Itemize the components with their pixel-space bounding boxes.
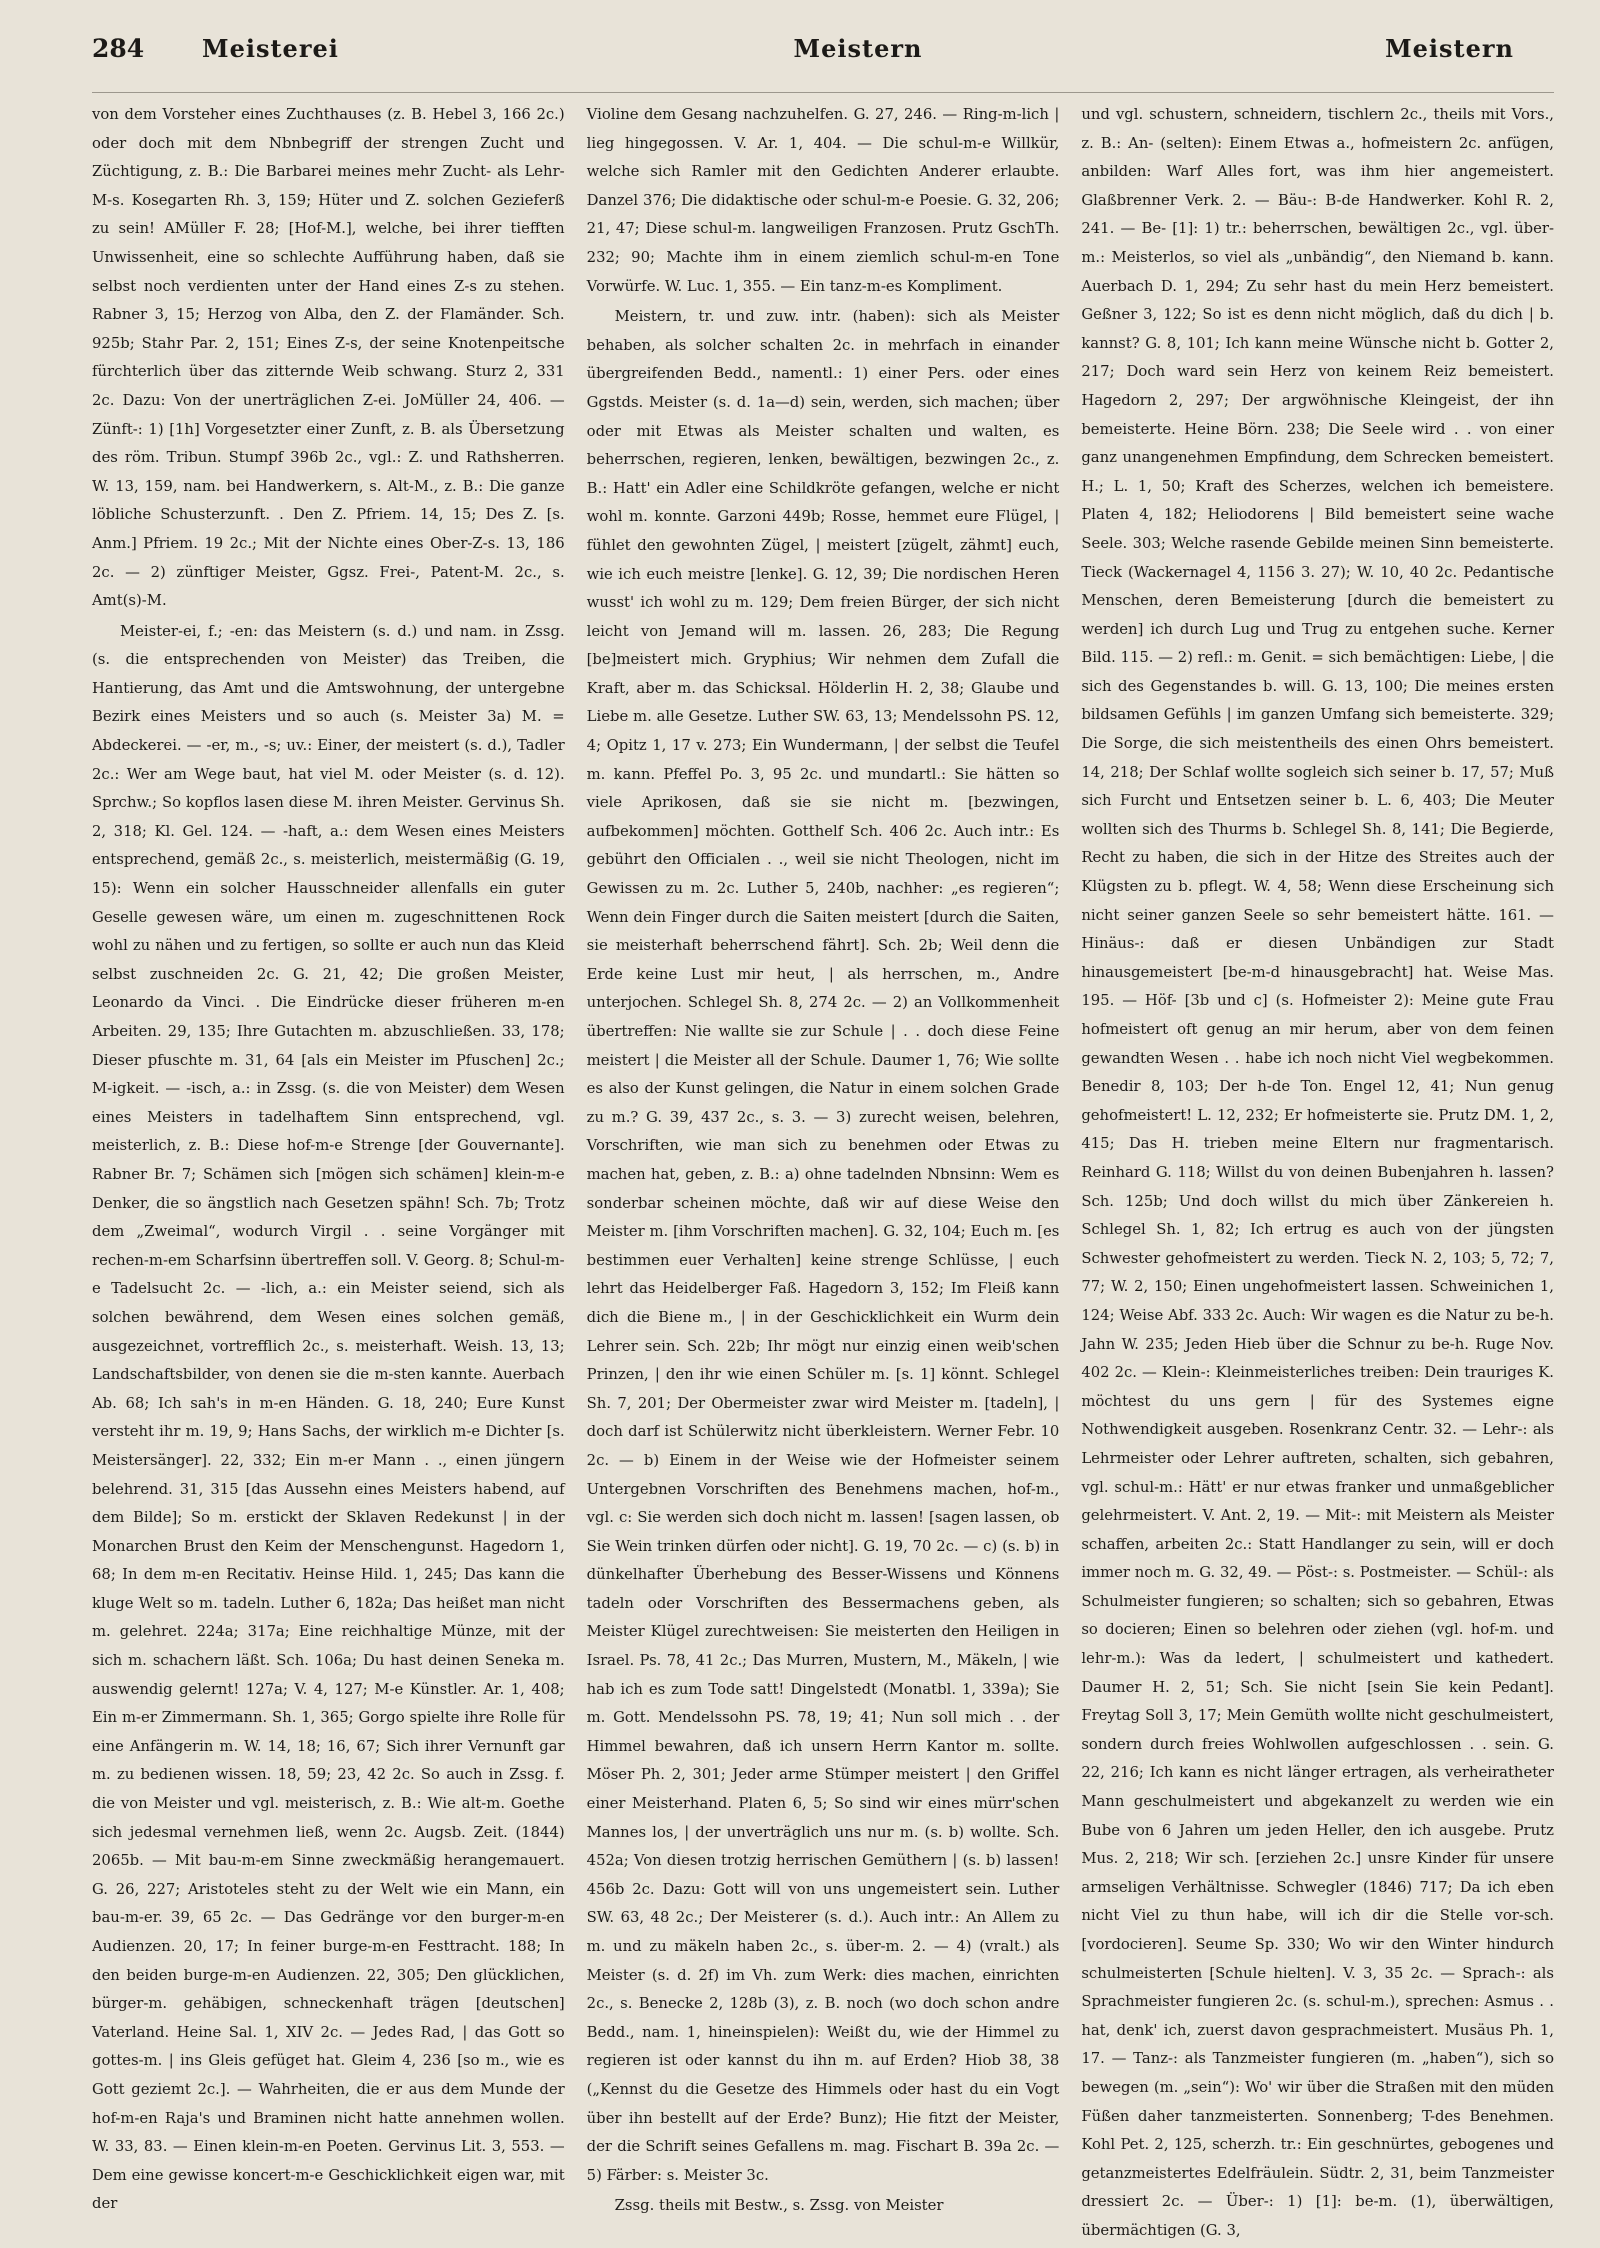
text-columns bbox=[92, 101, 1554, 2239]
running-head-center: Meistern bbox=[793, 34, 923, 63]
entry-meistern-compounds-continued: und vgl. schustern, schneidern, tischlern 2c., theils mit Vors., z. B.: An- (selten): Einem Etwas a., hofmeistern 2c. anfügen, anbilden: Warf Alles fort, was ihm hier angemeistert. Glaßbrenner Verk. 2. — Bäu-: B-de Handwerker. Kohl R. 2, 241. — Be- [1]: 1) tr.: beherrschen, bewältigen 2c., vgl. über-m.: Meisterlos, so viel als „unbändig“, den Niemand b. kann. Auerbach D. 1, 294; Zu sehr hast du mein Herz bemeistert. Geßner 3, 122; So ist es denn nicht möglich, daß du dich | b. kannst? G. 8, 101; Ich kann meine Wünsche nicht b. Gotter 2, 217; Doch ward sein Herz von keinem Reiz bemeistert. Hagedorn 2, 297; Der argwöhnische Kleingeist, der ihn bemeisterte. Heine Börn. 238; Die Seele wird . . von einer ganz unangenehmen Empfindung, dem Schrecken bemeistert. H.; L. 1, 50; Kraft des Scherzes, welchen ich bemeistere. Platen 4, 182; Heliodorens | Bild bemeistert seine wache Seele. 303; Welche rasende Gebilde meinen Sinn bemeisterte. Tieck (Wackernagel 4, 1156 3. 27); W. 10, 40 2c. Pedantische Menschen, deren Bemeisterung [durch die bemeistert zu werden] ich durch Lug und Trug zu entgehen suche. Kerner Bild. 115. — 2) refl.: m. Genit. = sich bemächtigen: Liebe, | die sich des Gegenstandes b. will. G. 13, 100; Die meines ersten bildsamen Gefühls | im ganzen Umfang sich bemeisterte. 329; Die Sorge, die sich meistentheils des einen Ohrs bemeistert. 14, 218; Der Schlaf wollte sogleich sich seiner b. 17, 57; Muß sich Furcht und Entsetzen seiner b. L. 6, 403; Die Meuter wollten sich des Thurms b. Schlegel Sh. 8, 141; Die Begierde, Recht zu haben, die sich in der Hitze des Streites auch der Klügsten zu b. pflegt. W. 4, 58; Wenn diese Erscheinung sich nicht seiner ganzen Seele so sehr bemeistert hätte. 161. — Hinäus-: daß er diesen Unbändigen zur Stadt hinausgemeistert [be-m-d hinausgebracht] hat. Weise Mas. 195. — Höf- [3b und c] (s. Hofmeister 2): Meine gute Frau hofmeistert oft genug an mir herum, aber von dem feinen gewandten Wesen . . habe ich noch nicht Viel wegbekommen. Benedir 8, 103; Der h-de Ton. Engel 12, 41; Nun genug gehofmeistert! L. 12, 232; Er hofmeisterte sie. Prutz DM. 1, 2, 415; Das H. trieben meine Eltern nur fragmentarisch. Reinhard G. 118; Willst du von deinen Bubenjahren h. lassen? Sch. 125b; Und doch willst du mich über Zänkereien h. Schlegel Sh. 1, 82; Ich ertrug es auch von der jüngsten Schwester gehofmeistert zu werden. Tieck N. 2, 103; 5, 72; 7, 77; W. 2, 150; Einen ungehofmeistert lassen. Schweinichen 1, 124; Weise Abf. 333 2c. Auch: Wir wagen es die Natur zu be-h. Jahn W. 235; Jeden Hieb über die Schnur zu be-h. Ruge Nov. 402 2c. — Klein-: Kleinmeisterliches treiben: Dein trauriges K. möchtest du uns gern | für des Systemes eigne Nothwendigkeit ausgeben. Rosenkranz Centr. 32. — Lehr-: als Lehrmeister oder Lehrer auftreten, schalten, sich gebahren, vgl. schul-m.: Hätt' er nur etwas franker und unmaßgeblicher gelehrmeistert. V. Ant. 2, 19. — Mit-: mit Meistern als Meister schaffen, arbeiten 2c.: Statt Handlanger zu sein, will er doch immer noch m. G. 32, 49. — Pöst-: s. Postmeister. — Schül-: als Schulmeister fungieren; so schalten; sich so gebahren, Etwas so docieren; Einen so belehren oder ziehen (vgl. hof-m. und lehr-m.): Was da ledert, | schulmeistert und kathedert. Daumer H. 2, 51; Sch. Sie nicht [sein Sie kein Pedant]. Freytag Soll 3, 17; Mein Gemüth wollte nicht geschulmeistert, sondern durch freies Wohlwollen aufgeschlossen . . sein. G. 22, 216; Ich kann es nicht länger ertragen, als verheiratheter Mann geschulmeistert und abgekanzelt zu werden wie ein Bube von 6 Jahren um jeden Heller, den ich ausgebe. Prutz Mus. 2, 218; Wir sch. [erziehen 2c.] unsre Kinder für unsere armseligen Verhältnisse. Schwegler (1846) 717; Da ich eben nicht Viel zu thun habe, will ich dir die Stelle vor-sch. [vordocieren]. Seume Sp. 330; Wo wir den Winter hindurch schulmeisterten [Schule hielten]. V. 3, 35 2c. — Sprach-: als Sprachmeister fungieren 2c. (s. schul-m.), sprechen: Asmus . . hat, denk' ich, zuerst davon gesprachmeistert. Musäus Ph. 1, 17. — Tanz-: als Tanzmeister fungieren (m. „haben“), sich so bewegen (m. „sein“): Wo' wir über die Straßen mit den müden Füßen daher tanzmeisterten. Sonnenberg; T-des Benehmen. Kohl Pet. 2, 125, scherzh. tr.: Ein geschnürtes, gebogenes und getanzmeistertes Edelfräulein. Südtr. 2, 31, beim Tanzmeister dressiert 2c. — Über-: 1) [1]: be-m. (1), überwältigen, übermächtigen (G. 3, bbox=[1081, 106, 1554, 2239]
running-head bbox=[92, 34, 1554, 93]
column-right bbox=[1081, 101, 1554, 2248]
entry-meistern: Meistern, tr. und zuw. intr. (haben): sich als Meister behaben, als solcher schalten 2c. in mehrfach in einander übergreifenden Bedd., namentl.: 1) einer Pers. oder eines Ggstds. Meister (s. d. 1a—d) sein, werden, sich machen; über oder mit Etwas als Meister schalten und walten, es beherrschen, regieren, lenken, bewältigen, bezwingen 2c., z. B.: Hatt' ein Adler eine Schildkröte gefangen, welche er nicht wohl m. konnte. Garzoni 449b; Rosse, hemmet eure Flügel, | fühlet den gewohnten Zügel, | meistert [zügelt, zähmt] euch, wie ich euch meistre [lenke]. G. 12, 39; Die nordischen Heren wusst' ich wohl zu m. 129; Dem freien Bürger, der sich nicht leicht von Jemand will m. lassen. 26, 283; Die Regung [be]meistert mich. Gryphius; Wir nehmen dem Zufall die Kraft, aber m. das Schicksal. Hölderlin H. 2, 38; Glaube und Liebe m. alle Gesetze. Luther SW. 63, 13; Mendelssohn PS. 12, 4; Opitz 1, 17 v. 273; Ein Wundermann, | der selbst die Teufel m. kann. Pfeffel Po. 3, 95 2c. und mundartl.: Sie hätten so viele Aprikosen, daß sie sie nicht m. [bezwingen, aufbekommen] möchten. Gotthelf Sch. 406 2c. Auch intr.: Es gebührt den Officialen . ., weil sie nicht Theologen, nicht im Gewissen zu m. 2c. Luther 5, 240b, nachher: „es regieren“; Wenn dein Finger durch die Saiten meistert [durch die Saiten, sie meisterhaft beherrschend fährt]. Sch. 2b; Weil denn die Erde keine Lust mir heut, | als herrschen, m., Andre unterjochen. Schlegel Sh. 8, 274 2c. — 2) an Vollkommenheit übertreffen: Nie wallte sie zur Schule | . . doch diese Feine meistert | die Meister all der Schule. Daumer 1, 76; Wie sollte es also der Kunst gelingen, die Natur in einem solchen Grade zu m.? G. 39, 437 2c., s. 3. — 3) zurecht weisen, belehren, Vorschriften, wie man sich zu benehmen oder Etwas zu machen hat, geben, z. B.: a) ohne tadelnden Nbnsinn: Wem es sonderbar scheinen möchte, daß wir auf diese Weise den Meister m. [ihm Vorschriften machen]. G. 32, 104; Euch m. [es bestimmen euer Verhalten] keine strenge Schlüsse, | euch lehrt das Heidelberger Faß. Hagedorn 3, 152; Im Fleiß kann dich die Biene m., | in der Geschicklichkeit ein Wurm dein Lehrer sein. Sch. 22b; Ihr mögt nur einzig einen weib'schen Prinzen, | den ihr wie einen Schüler m. [s. 1] könnt. Schlegel Sh. 7, 201; Der Obermeister zwar wird Meister m. [tadeln], | doch darf ist Schülerwitz nicht überkleistern. Werner Febr. 10 2c. — b) Einem in der Weise wie der Hofmeister seinem Untergebnen Vorschriften des Benehmens machen, hof-m., vgl. c: Sie werden sich doch nicht m. lassen! [sagen lassen, ob Sie Wein trinken dürfen oder nicht]. G. 19, 70 2c. — c) (s. b) in dünkelhafter Überhebung des Besser-Wissens und Könnens tadeln oder Vorschriften des Bessermachens geben, als Meister Klügel zurechtweisen: Sie meisterten den Heiligen in Israel. Ps. 78, 41 2c.; Das Murren, Mustern, M., Mäkeln, | wie hab ich es zum Tode satt! Dingelstedt (Monatbl. 1, 339a); Sie m. Gott. Mendelssohn PS. 78, 19; 41; Nun soll mich . . der Himmel bewahren, daß ich unsern Herrn Kantor m. sollte. Möser Ph. 2, 301; Jeder arme Stümper meistert | den Griffel einer Meisterhand. Platen 6, 5; So sind wir eines mürr'schen Mannes los, | der unverträglich uns nur m. (s. b) wollte. Sch. 452a; Von diesen trotzig herrischen Gemüthern | (s. b) lassen! 456b 2c. Dazu: Gott will von uns ungemeistert sein. Luther SW. 63, 48 2c.; Der Meisterer (s. d.). Auch intr.: An Allem zu m. und zu mäkeln haben 2c., s. über-m. 2. — 4) (vralt.) als Meister (s. d. 2f) im Vh. zum Werk: dies machen, einrichten 2c., s. Benecke 2, 128b (3), z. B. noch (wo doch schon andre Bedd., nam. 1, hineinspielen): Weißt du, wie der Himmel zu regieren ist oder kannst du ihn m. auf Erden? Hiob 38, 38 („Kennst du die Gesetze des Himmels oder hast du ein Vogt über ihn bestellt auf der Erde? Bunz); Hie fitzt der Meister, der die Schrift seines Gefallens m. mag. Fischart B. 39a 2c. — 5) Färber: s. Meister 3c. bbox=[586, 308, 1060, 2184]
entry-continuation-zuchtmeister: von dem Vorsteher eines Zuchthauses (z. B. Hebel 3, 166 2c.) oder doch mit dem Nbnbegriff der strengen Zucht und Züchtigung, z. B.: Die Barbarei meines mehr Zucht- als Lehr-M-s. Kosegarten Rh. 3, 159; Hüter und Z. solchen Gezieferß zu sein! AMüller F. 28; [Hof-M.], welche, bei ihrer tiefften Unwissenheit, eine so schlechte Aufführung haben, daß sie selbst noch verdienten unter der Hand eines Z-s zu stehen. Rabner 3, 15; Herzog von Alba, den Z. der Flamänder. Sch. 925b; Stahr Par. 2, 151; Eines Z-s, der seine Knotenpeitsche fürchterlich über das zitternde Weib schwang. Sturz 2, 331 2c. Dazu: Von der unerträglichen Z-ei. JoMüller 24, 406. — Zünft-: 1) [1h] Vorgesetzter einer Zunft, z. B. als Übersetzung des röm. Tribun. Stumpf 396b 2c., vgl.: Z. und Rathsherren. W. 13, 159, nam. bei Handwerkern, s. Alt-M., z. B.: Die ganze löbliche Schusterzunft. . Den Z. Pfriem. 14, 15; Des Z. [s. Anm.] Pfriem. 19 2c.; Mit der Nichte eines Ober-Z-s. 13, 186 2c. — 2) zünftiger Meister, Ggsz. Frei-, Patent-M. 2c., s. Amt(s)-M. bbox=[92, 106, 565, 610]
column-left bbox=[92, 101, 565, 2248]
running-head-right: Meistern bbox=[1385, 34, 1514, 63]
page-number: 284 bbox=[92, 34, 145, 63]
entry-meistern-compounds: Zssg. theils mit Bestw., s. Zssg. von Meister bbox=[614, 2197, 944, 2215]
entry-meisterei: Meister-ei, f.; -en: das Meistern (s. d.) und nam. in Zssg. (s. die entsprechenden von Meister) das Treiben, die Hantierung, das Amt und die Amtswohnung, der untergebne Bezirk eines Meisters und so auch (s. Meister 3a) M. = Abdeckerei. — -er, m., -s; uv.: Einer, der meistert (s. d.), Tadler 2c.: Wer am Wege baut, hat viel M. oder Meister (s. d. 12). Sprchw.; So kopflos lasen diese M. ihren Meister. Gervinus Sh. 2, 318; Kl. Gel. 124. — -haft, a.: dem Wesen eines Meisters entsprechend, gemäß 2c., s. meisterlich, meistermäßig (G. 19, 15): Wenn ein solcher Hausschneider allenfalls ein guter Geselle gewesen wäre, um einen m. zugeschnittenen Rock wohl zu nähen und zu fertigen, so sollte er auch nun das Kleid selbst zuschneiden 2c. G. 21, 42; Die großen Meister, Leonardo da Vinci. . Die Eindrücke dieser früheren m-en Arbeiten. 29, 135; Ihre Gutachten m. abzuschließen. 33, 178; Dieser pfuschte m. 31, 64 [als ein Meister im Pfuschen] 2c.; M-igkeit. — -isch, a.: in Zssg. (s. die von Meister) dem Wesen eines Meisters in tadelhaftem Sinn entsprechend, vgl. meisterlich, z. B.: Diese hof-m-e Strenge [der Gouvernante]. Rabner Br. 7; Schämen sich [mögen sich schämen] klein-m-e Denker, die so ängstlich nach Gesetzen spähn! Sch. 7b; Trotz dem „Zweimal“, wodurch Virgil . . seine Vorgänger mit rechen-m-em Scharfsinn übertreffen soll. V. Georg. 8; Schul-m-e Tadelsucht 2c. — -lich, a.: ein Meister seiend, sich als solchen bewährend, dem Wesen eines solchen gemäß, ausgezeichnet, vortrefflich 2c., s. meisterhaft. Weish. 13, 13; Landschaftsbilder, von denen sie die m-sten kannte. Auerbach Ab. 68; Ich sah's in m-en Händen. G. 18, 240; Eure Kunst versteht ihr m. 19, 9; Hans Sachs, der wirklich m-e Dichter [s. Meistersänger]. 22, 332; Ein m-er Mann . ., einen jüngern belehrend. 31, 315 [das Aussehn eines Meisters habend, auf dem Bilde]; So m. erstickt der Sklaven Redekunst | in der Monarchen Brust den Keim der Menschengunst. Hagedorn 1, 68; In dem m-en Recitativ. Heinse Hild. 1, 245; Das kann die kluge Welt so m. tadeln. Luther 6, 182a; Das heißet man nicht m. gelehret. 224a; 317a; Eine reichhaltige Münze, mit der sich m. schachern läßt. Sch. 106a; Du hast deinen Seneka m. auswendig gelernt! 127a; V. 4, 127; M-e Künstler. Ar. 1, 408; Ein m-er Zimmermann. Sh. 1, 365; Gorgo spielte ihre Rolle für eine Anfängerin m. W. 14, 18; 16, 67; Sich ihrer Vernunft gar m. zu bedienen wissen. 18, 59; 23, 42 2c. So auch in Zssg. f. die von Meister und vgl. meisterisch, z. B.: Wie alt-m. Goethe sich jedesmal vernehmen ließ, wenn 2c. Augsb. Zeit. (1844) 2065b. — Mit bau-m-em Sinne zweckmäßig herangemauert. G. 26, 227; Aristoteles steht zu der Welt wie ein Mann, ein bau-m-er. 39, 65 2c. — Das Gedränge vor den burger-m-en Audienzen. 20, 17; In feiner burge-m-en Festtracht. 188; In den beiden burge-m-en Audienzen. 22, 305; Den glücklichen, bürger-m. gehäbigen, schneckenhaft trägen [deutschen] Vaterland. Heine Sal. 1, XIV 2c. — Jedes Rad, | das Gott so gottes-m. | ins Gleis gefüget hat. Gleim 4, 236 [so m., wie es Gott geziemt 2c.]. — Wahrheiten, die er aus dem Munde der hof-m-en Raja's und Braminen nicht hatte annehmen wollen. W. 33, 83. — Einen klein-m-en Poeten. Gervinus Lit. 3, 553. — Dem eine gewisse koncert-m-e Geschicklichkeit eigen war, mit der bbox=[92, 622, 565, 2213]
entry-continuation-meisterlich: Violine dem Gesang nachzuhelfen. G. 27, 246. — Ring-m-lich | lieg hingegossen. V. Ar. 1, 404. — Die schul-m-e Willkür, welche sich Ramler mit den Gedichten Anderer erlaubte. Danzel 376; Die didaktische oder schul-m-e Poesie. G. 32, 206; 21, 47; Diese schul-m. langweiligen Franzosen. Prutz GschTh. 232; 90; Machte ihm in einem ziemlich schul-m-en Tone Vorwürfe. W. Luc. 1, 355. — Ein tanz-m-es Kompliment. bbox=[586, 106, 1060, 295]
column-middle bbox=[587, 101, 1060, 2248]
running-head-left: Meisterei bbox=[202, 34, 339, 63]
